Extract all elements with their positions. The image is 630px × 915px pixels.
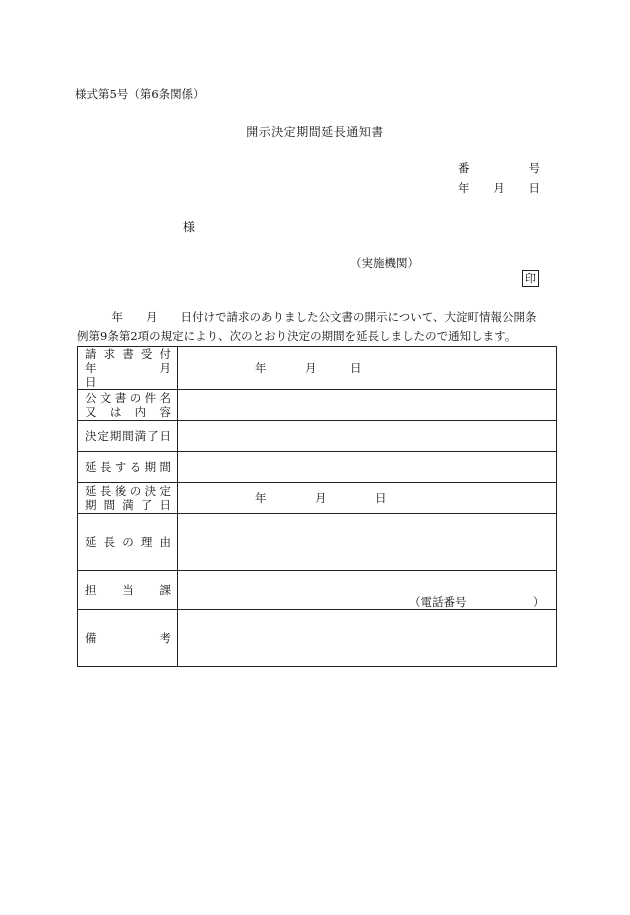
notice-body-line-1: 年 月 日付けで請求のありました公文書の開示について、大淀町情報公開条 — [77, 310, 537, 324]
form-number: 様式第5号（第6条関係） — [75, 87, 205, 101]
label-extension-reason: 延長の理由 — [78, 514, 178, 571]
table-row-remarks — [78, 610, 557, 667]
notice-body — [77, 308, 557, 346]
implementing-agency: （実施機関） — [350, 256, 419, 270]
value-extension-period — [178, 452, 557, 483]
label-request-receipt-date: 請求書受付 年 月 日 — [78, 347, 178, 390]
label-decision-deadline: 決定期間満了日 — [78, 421, 178, 452]
document-number-label: 番 号 — [458, 161, 540, 175]
label-extended-deadline: 延長後の決定 期間満了日 — [78, 483, 178, 514]
phone-field: （電話番号 ） — [409, 595, 545, 609]
table-row-decision-deadline — [78, 421, 557, 452]
table-row-document-subject — [78, 390, 557, 421]
table-row-extension-period — [78, 452, 557, 483]
seal-stamp: 印 — [522, 270, 539, 287]
document-date-label: 年 月 日 — [458, 181, 540, 195]
addressee-honorific: 様 — [183, 220, 196, 234]
document-title: 開示決定期間延長通知書 — [246, 125, 384, 139]
label-remarks: 備考 — [78, 610, 178, 667]
table-row-request-receipt-date — [78, 347, 557, 390]
value-extension-reason — [178, 514, 557, 571]
label-document-subject: 公文書の件名 又は内容 — [78, 390, 178, 421]
value-extended-deadline — [178, 483, 557, 514]
label-extension-period: 延長する期間 — [78, 452, 178, 483]
value-document-subject — [178, 390, 557, 421]
table-row-extended-deadline — [78, 483, 557, 514]
date-fields-extended: 年 月 日 — [255, 490, 387, 505]
value-request-receipt-date — [178, 347, 557, 390]
label-department: 担当課 — [78, 571, 178, 610]
notice-body-line-2: 例第9条第2項の規定により、次のとおり決定の期間を延長しましたので通知します。 — [77, 329, 517, 343]
value-remarks — [178, 610, 557, 667]
table-row-extension-reason — [78, 514, 557, 571]
value-decision-deadline — [178, 421, 557, 452]
value-department — [178, 571, 557, 610]
notice-table — [77, 346, 557, 667]
table-row-department — [78, 571, 557, 610]
date-fields-receipt: 年 月 日 — [255, 360, 362, 375]
